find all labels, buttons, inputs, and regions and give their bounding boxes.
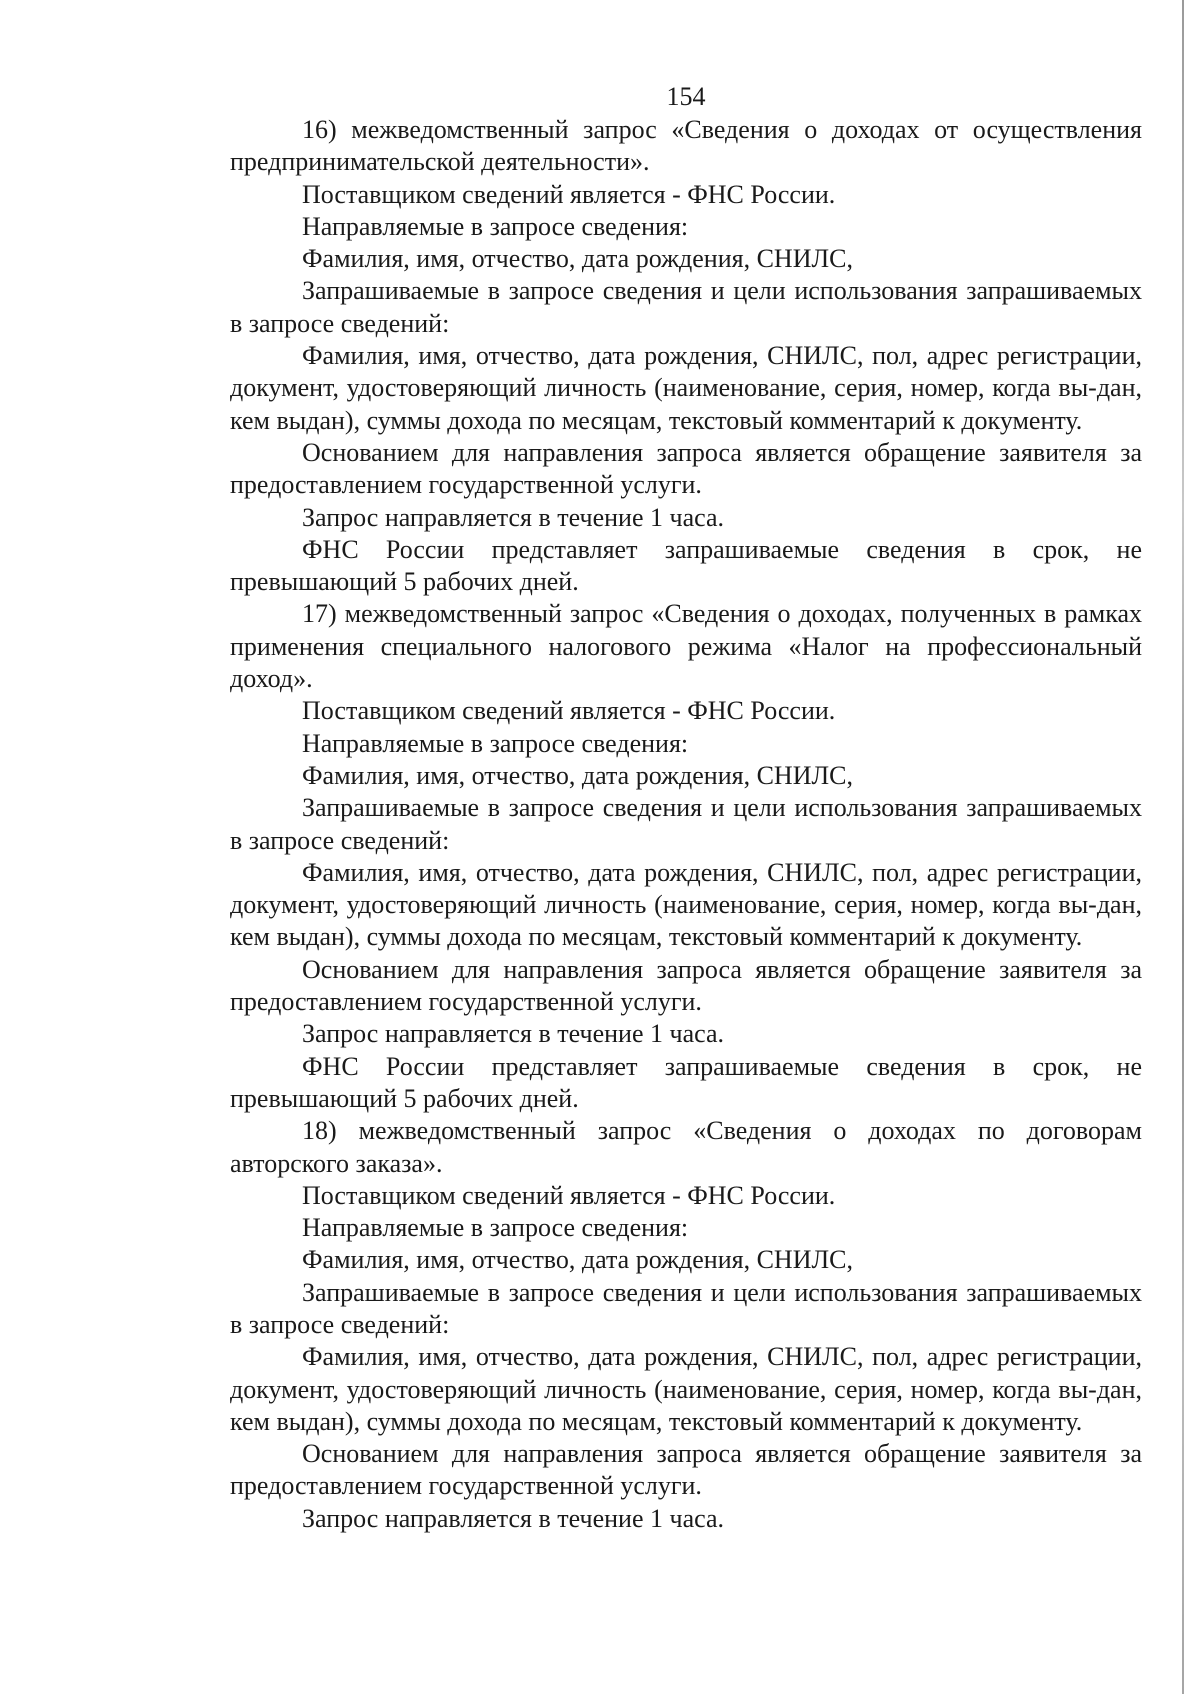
paragraph-response-deadline: ФНС России представляет запрашиваемые сведения в срок, не превышающий 5 рабочих дней. [230,534,1142,597]
paragraph-basis: Основанием для направления запроса является обращение заявителя за предоставлением государственной услуги. [230,1439,1142,1501]
paragraph-response-deadline: ФНС России представляет запрашиваемые сведения в срок, не превышающий 5 рабочих дней. [230,1051,1142,1113]
paragraph-18-title: 18) межведомственный запрос «Сведения о доходах по договорам авторского заказа». [230,1116,1142,1178]
paragraph-sent-data: Фамилия, имя, отчество, дата рождения, СНИЛС, [302,244,853,274]
paragraph-sent-data-heading: Направляемые в запросе сведения: [302,728,689,758]
paragraph-timing: Запрос направляется в течение 1 часа. [302,1019,725,1049]
scan-edge-line [1182,0,1184,1694]
paragraph-provider: Поставщиком сведений является - ФНС России. [302,1180,836,1210]
paragraph-requested-data: Фамилия, имя, отчество, дата рождения, СНИЛС, пол, адрес регистрации, документ, удостоверяющий личность (наименование, серия, номер, когда вы-дан, кем выдан), суммы дохода по месяцам, текстовый комментарий к документу. [230,857,1142,952]
paragraph-requested-data: Фамилия, имя, отчество, дата рождения, СНИЛС, пол, адрес регистрации, документ, удостоверяющий личность (наименование, серия, номер, когда вы-дан, кем выдан), суммы дохода по месяцам, текстовый комментарий к документу. [230,1342,1142,1436]
page-number: 154 [666,82,706,111]
paragraph-requested-data-heading: Запрашиваемые в запросе сведения и цели использования запрашиваемых в запросе сведений: [230,793,1142,855]
paragraph-basis: Основанием для направления запроса является обращение заявителя за предоставлением государственной услуги. [230,437,1142,500]
paragraph-requested-data: Фамилия, имя, отчество, дата рождения, СНИЛС, пол, адрес регистрации, документ, удостоверяющий личность (наименование, серия, номер, когда вы-дан, кем выдан), суммы дохода по месяцам, текстовый комментарий к документу. [230,341,1142,435]
paragraph-timing: Запрос направляется в течение 1 часа. [302,502,725,532]
document-body [230,114,1142,1535]
paragraph-provider: Поставщиком сведений является - ФНС России. [302,179,836,209]
paragraph-17-title: 17) межведомственный запрос «Сведения о доходах, полученных в рамках применения специального налогового режима «Налог на профессиональный доход». [230,599,1142,694]
paragraph-sent-data: Фамилия, имя, отчество, дата рождения, СНИЛС, [302,760,853,790]
paragraph-sent-data-heading: Направляемые в запросе сведения: [302,211,689,241]
paragraph-provider: Поставщиком сведений является - ФНС России. [302,696,836,726]
paragraph-16-title: 16) межведомственный запрос «Сведения о доходах от осуществления предпринимательской деятельности». [230,115,1142,177]
paragraph-requested-data-heading: Запрашиваемые в запросе сведения и цели использования запрашиваемых в запросе сведений: [230,1277,1142,1339]
paragraph-basis: Основанием для направления запроса является обращение заявителя за предоставлением государственной услуги. [230,954,1142,1017]
paragraph-sent-data-heading: Направляемые в запросе сведения: [302,1213,689,1243]
paragraph-requested-data-heading: Запрашиваемые в запросе сведения и цели использования запрашиваемых в запросе сведений: [230,276,1142,338]
page-number-container [0,82,1200,112]
paragraph-timing: Запрос направляется в течение 1 часа. [302,1503,725,1533]
paragraph-sent-data: Фамилия, имя, отчество, дата рождения, СНИЛС, [302,1245,853,1275]
